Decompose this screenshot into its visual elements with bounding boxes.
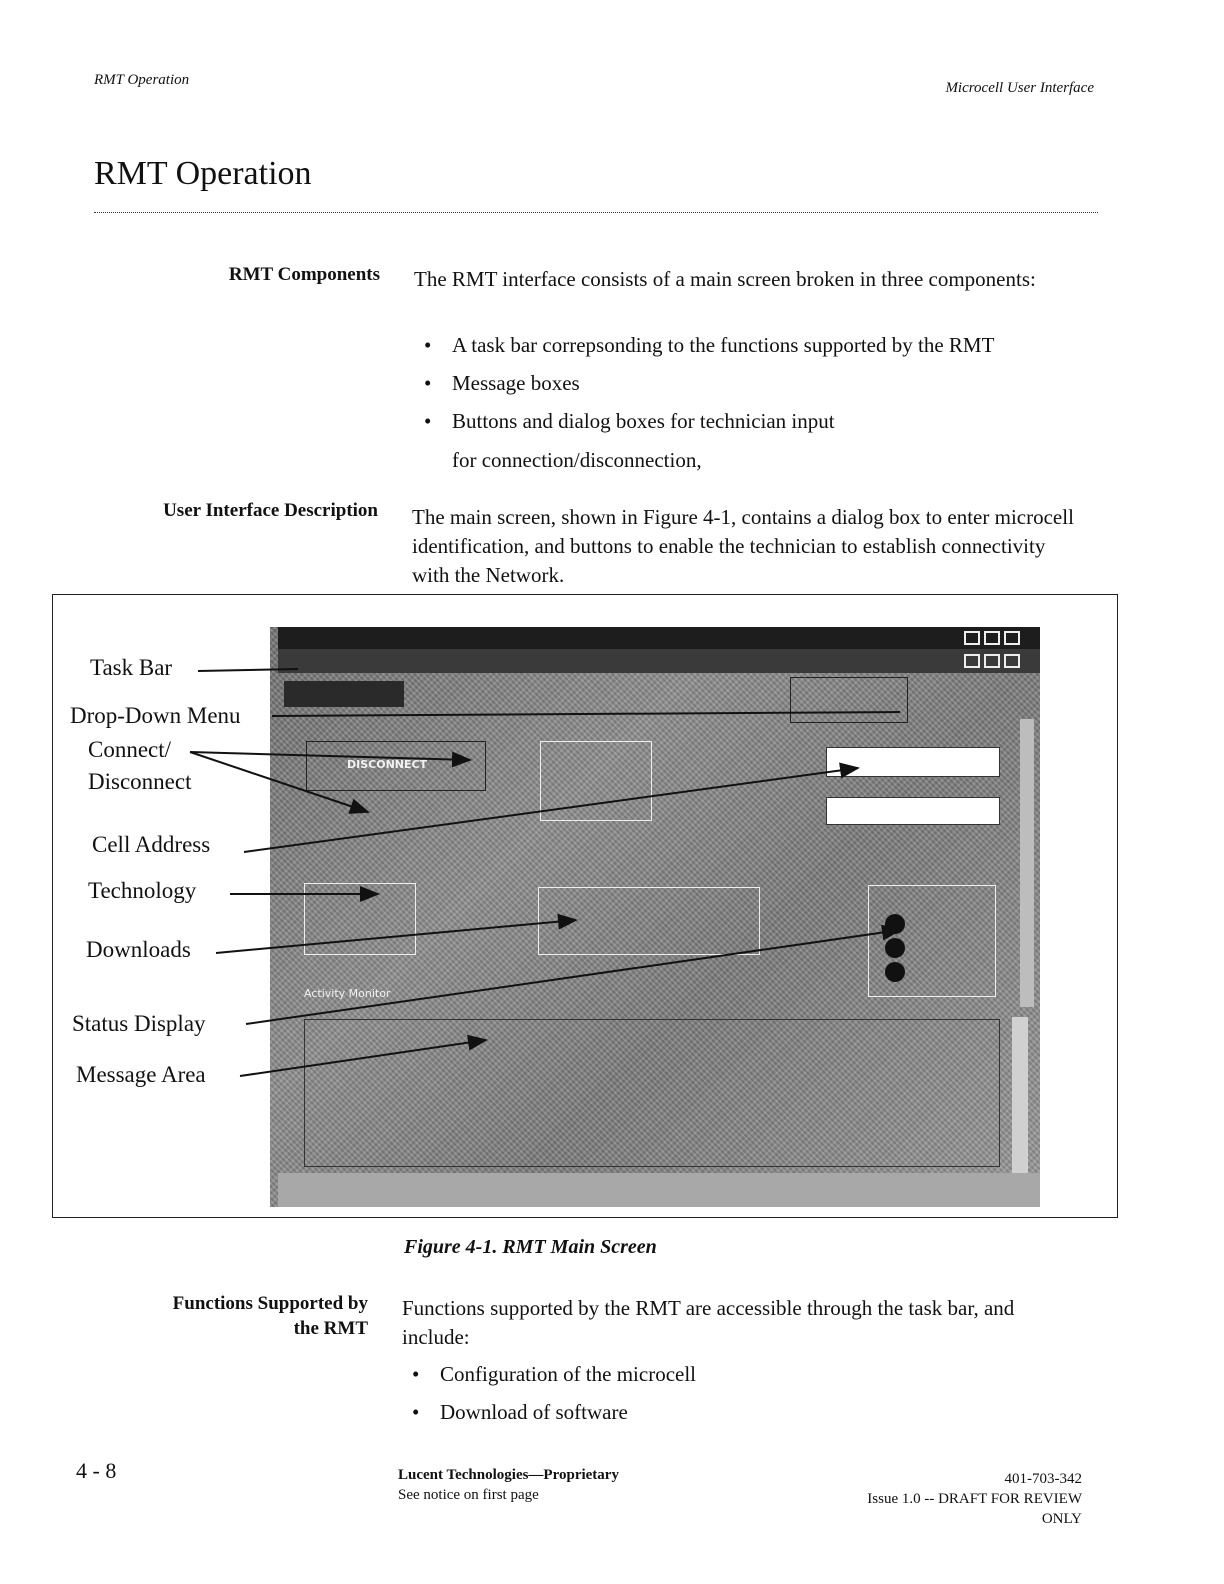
page-number: 4 - 8 bbox=[76, 1458, 117, 1483]
list-item-continuation: for connection/disconnection, bbox=[452, 447, 702, 472]
heading-line: Functions Supported by bbox=[172, 1293, 368, 1314]
activity-monitor-label: Activity Monitor bbox=[304, 987, 391, 1000]
list-item: • Configuration of the microcell bbox=[408, 1362, 1068, 1387]
components-intro: The RMT interface consists of a main screen broken in three components: bbox=[414, 267, 1036, 291]
running-header-right: Microcell User Interface bbox=[945, 80, 1094, 96]
footer-notice: See notice on first page bbox=[398, 1487, 539, 1503]
ui-description-text: The main screen, shown in Figure 4-1, contains a dialog box to enter microcell identification, and buttons to enable the technician to establish connectivity with the Network. bbox=[412, 505, 1074, 587]
page-title: RMT Operation bbox=[94, 155, 312, 192]
disconnect-button[interactable]: DISCONNECT bbox=[347, 758, 428, 771]
task-bar-leader bbox=[198, 669, 298, 671]
downloads-leader bbox=[216, 920, 576, 953]
footer-issue-cont: ONLY bbox=[1041, 1511, 1082, 1527]
footer-issue: Issue 1.0 -- DRAFT FOR REVIEW bbox=[867, 1491, 1082, 1507]
running-header-left: RMT Operation bbox=[94, 72, 190, 88]
functions-intro: Functions supported by the RMT are accessible through the task bar, and include: bbox=[402, 1296, 1015, 1349]
callout-drop-down-menu: Drop-Down Menu bbox=[70, 703, 241, 728]
functions-list bbox=[408, 1362, 1068, 1438]
connect-leader-1 bbox=[190, 752, 470, 760]
callout-disconnect: Disconnect bbox=[88, 769, 192, 794]
list-item: • A task bar correpsonding to the functions supported by the RMT bbox=[420, 333, 1100, 358]
heading-line: the RMT bbox=[293, 1317, 368, 1339]
callout-message-area: Message Area bbox=[76, 1062, 206, 1087]
footer-doc-number: 401-703-342 bbox=[1004, 1471, 1082, 1487]
list-item: • Buttons and dialog boxes for technician input for connection/disconnection, bbox=[420, 409, 1100, 472]
callout-status-display: Status Display bbox=[72, 1011, 206, 1036]
list-item: • Download of software bbox=[408, 1400, 1068, 1425]
message-area-leader bbox=[240, 1040, 486, 1076]
section-heading-ui-description: User Interface Description bbox=[163, 500, 378, 521]
list-item: • Message boxes bbox=[420, 371, 1100, 396]
footer-proprietary: Lucent Technologies—Proprietary bbox=[398, 1467, 619, 1483]
status-display-leader bbox=[246, 930, 900, 1024]
figure-caption: Figure 4-1. RMT Main Screen bbox=[404, 1236, 657, 1258]
callout-task-bar: Task Bar bbox=[90, 655, 173, 680]
callout-connect: Connect/ bbox=[88, 737, 172, 762]
cell-address-leader bbox=[244, 768, 858, 852]
section-heading-components: RMT Components bbox=[228, 264, 380, 285]
callout-cell-address: Cell Address bbox=[92, 832, 211, 857]
section-heading-functions bbox=[60, 1292, 368, 1341]
drop-down-leader bbox=[272, 712, 900, 716]
connect-leader-2 bbox=[190, 752, 368, 812]
callout-downloads: Downloads bbox=[86, 937, 191, 962]
callout-technology: Technology bbox=[88, 878, 197, 903]
